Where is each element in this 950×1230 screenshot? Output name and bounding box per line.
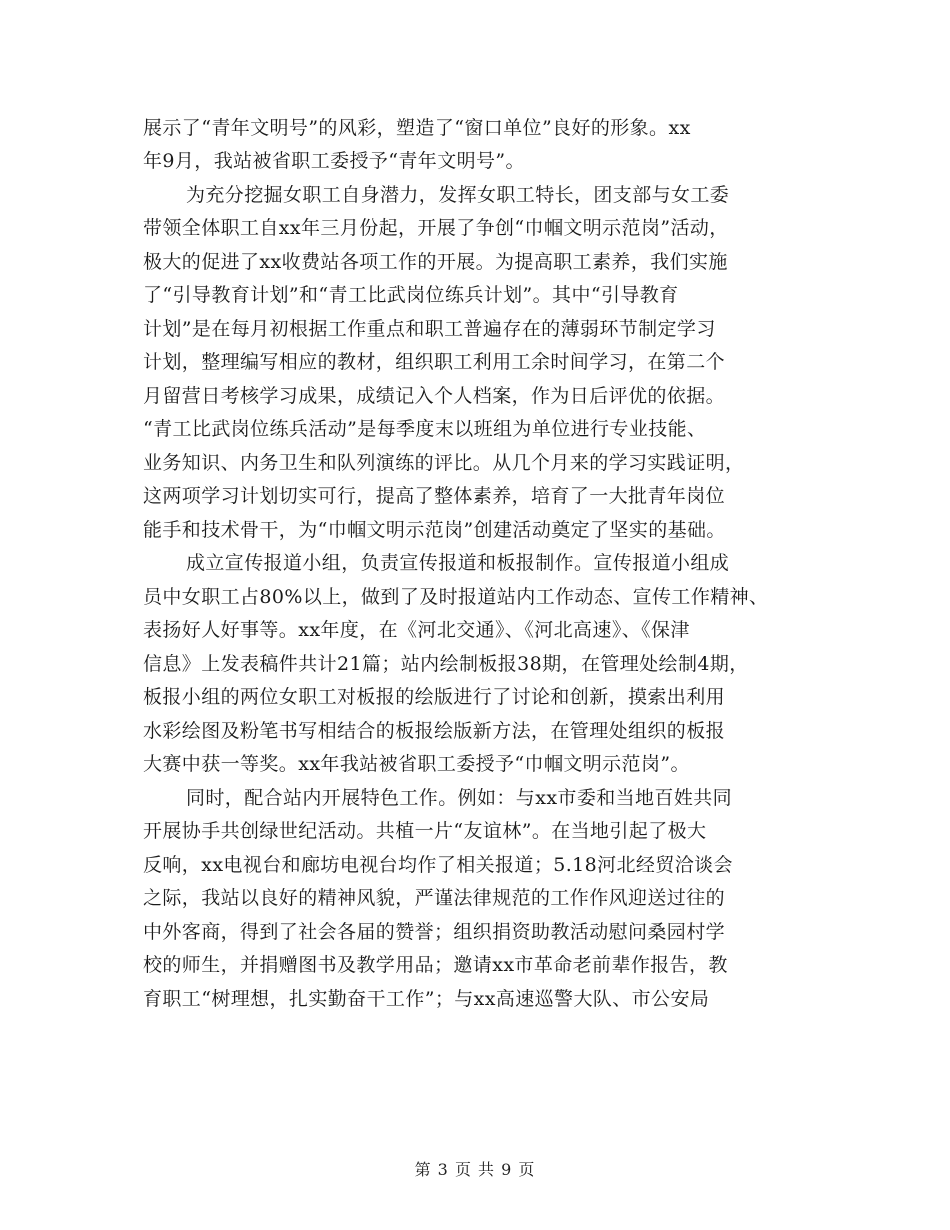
text-line: 带领全体职工自xx年三月份起，开展了争创“巾帼文明示范岗”活动， [143,217,729,239]
text-line: 业务知识、内务卫生和队列演练的评比。从几个月来的学习实践证明， [143,452,745,474]
text-line: 极大的促进了xx收费站各项工作的开展。为提高职工素养，我们实施 [143,251,728,273]
text-line: 育职工“树理想，扎实勤奋干工作”；与xx高速巡警大队、市公安局 [143,988,710,1010]
paragraph-start-line: 同时，配合站内开展特色工作。例如：与xx市委和当地百姓共同 [186,787,733,809]
text-line: 反响，xx电视台和廊坊电视台均作了相关报道；5.18河北经贸洽谈会 [143,854,733,876]
text-line: 表扬好人好事等。xx年度，在《河北交通》、《河北高速》、《保津 [143,619,690,641]
text-line: 了“引导教育计划”和“青工比武岗位练兵计划”。其中“引导教育 [143,284,679,306]
page-number: 第 3 页 共 9 页 [414,1160,536,1179]
text-line: 员中女职工占80%以上，做到了及时报道站内工作动态、宣传工作精神、 [143,586,769,608]
text-line: 板报小组的两位女职工对板报的绘版进行了讨论和创新，摸索出利用 [143,686,726,708]
paragraph-start-line: 成立宣传报道小组，负责宣传报道和板报制作。宣传报道小组成 [186,552,730,574]
text-line: “青工比武岗位练兵活动”是每季度末以班组为单位进行专业技能、 [143,418,707,440]
text-line: 中外客商，得到了社会各届的赞誉；组织捐资助教活动慰问桑园村学 [143,921,726,943]
text-line: 计划，整理编写相应的教材，组织职工利用工余时间学习，在第二个 [143,351,726,373]
text-line: 大赛中获一等奖。xx年我站被省职工委授予“巾帼文明示范岗”。 [143,753,690,775]
text-line: 能手和技术骨干，为“巾帼文明示范岗”创建活动奠定了坚实的基础。 [143,519,726,541]
text-line: 展示了“青年文明号”的风彩，塑造了“窗口单位”良好的形象。xx [143,117,691,139]
text-line: 月留营日考核学习成果，成绩记入个人档案，作为日后评优的依据。 [143,385,726,407]
text-line: 之际，我站以良好的精神风貌，严谨法律规范的工作作风迎送过往的 [143,887,726,909]
text-line: 信息》上发表稿件共计21篇；站内绘制板报38期，在管理处绘制4期， [143,653,749,675]
text-line: 计划”是在每月初根据工作重点和职工普遍存在的薄弱环节制定学习 [143,318,716,340]
text-line: 校的师生，并捐赠图书及教学用品；邀请xx市革命老前辈作报告，教 [143,954,728,976]
text-line: 水彩绘图及粉笔书写相结合的板报绘版新方法，在管理处组织的板报 [143,720,726,742]
text-line: 这两项学习计划切实可行，提高了整体素养，培育了一大批青年岗位 [143,485,726,507]
text-line: 开展协手共创绿世纪活动。共植一片“友谊林”。在当地引起了极大 [143,820,707,842]
paragraph-start-line: 为充分挖掘女职工自身潜力，发挥女职工特长，团支部与女工委 [186,184,730,206]
text-line: 年9月，我站被省职工委授予“青年文明号”。 [143,150,525,172]
